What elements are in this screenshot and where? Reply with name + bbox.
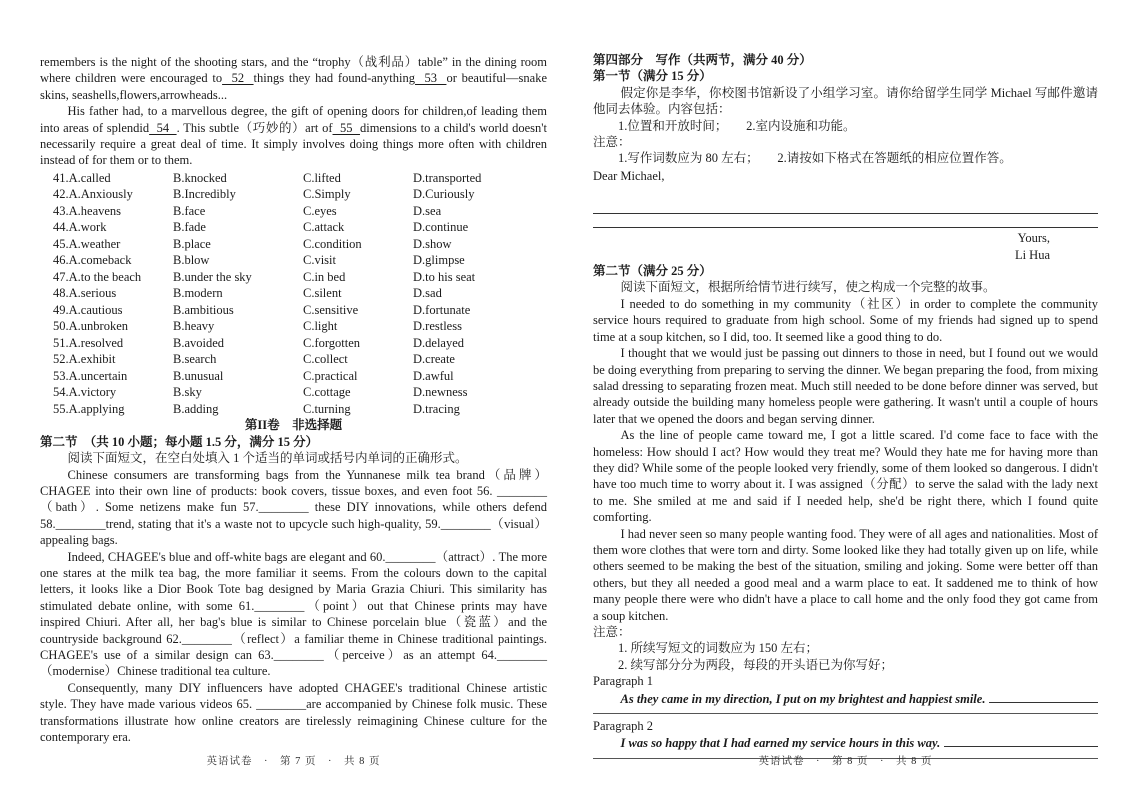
cloze-passage: [40, 467, 547, 746]
option-c: C.in bed: [303, 269, 346, 284]
option-b: B.search: [173, 352, 217, 367]
option-d: D.sea: [413, 203, 442, 218]
note2-item2: 2. 续写部分分为两段，每段的开头语已为你写好；: [618, 657, 894, 672]
option-b: B.sky: [173, 385, 202, 400]
multiple-choice-table: [40, 170, 547, 418]
paragraph2-opening: [593, 734, 1098, 751]
option-a: 52.A.exhibit: [53, 352, 116, 367]
note2-item1: 1. 所续写短文的词数应为 150 左右；: [618, 641, 819, 656]
option-b: B.Incredibly: [173, 187, 236, 202]
option-d: D.transported: [413, 170, 482, 185]
salutation: Dear Michael,: [593, 168, 665, 183]
cloze-passage-paragraph-1: remembers is the night of the shooting stars, and the “trophy（战利品）table” in the dining room where children were encouraged to 52 things they had found-anything 53 or beautiful—snake skins, seashells,flowers,arrowheads...: [40, 55, 547, 102]
option-d: D.restless: [413, 319, 462, 334]
option-b: B.knocked: [173, 170, 227, 185]
closing-name: Li Hua: [1014, 247, 1050, 262]
cloze-paragraph: Indeed, CHAGEE's blue and off-white bags are elegant and 60.________（attract）. The more one stares at the milk tea bag, the more familiar it seems. From the colours down to the capital letters, it looks like a Dior Book Tote bag designed by Maria Grazia Chiuri. This similarity has stimulated debate online, with some 61.________（point）out that Chinese prints may have inspired Chiuri. After all, her bag's blue is similar to Chinese porcelain blue（瓷蓝）and the countryside background 62.________（reflect）a familiar theme in Chinese traditional paintings. CHAGEE's use of a similar design can 63.________（perceive）as an attempt 64.________（modernise）Chinese traditional tea culture.: [40, 549, 547, 679]
part4-heading: 第四部分 写作（共两节，满分 40 分）: [593, 53, 812, 67]
question-row: [53, 318, 547, 335]
option-b: B.unusual: [173, 368, 224, 383]
paragraph1-opening-text: As they came in my direction, I put on my brightest and happiest smile.: [620, 691, 986, 706]
question-row: [53, 335, 547, 352]
question-row: [53, 203, 547, 220]
option-a: 54.A.victory: [53, 385, 117, 400]
option-a: 44.A.work: [53, 220, 107, 235]
option-c: C.eyes: [303, 203, 337, 218]
cloze-instruction: 阅读下面短文，在空白处填入 1 个适当的单词或括号内单词的正确形式。: [67, 451, 468, 466]
story-paragraph: I had never seen so many people wanting food. They were of all ages and nationalities. Most of them wore clothes that were torn and dirty. Some looked like they had totally given up on life, while others seemed to be making the best of the situation, smiling and joking. Some were better off than others, but they all needed a good meal and a warm place to eat. It saddened me to think of how many people there were who didn't have a place to call home and the only food they got came from a soup kitchen.: [593, 526, 1098, 623]
option-a: 51.A.resolved: [53, 335, 124, 350]
story-paragraph: I needed to do something in my community（社区）in order to complete the community service hours required to graduate from high school. Some of my friends had signed up to spend time at a soup kitchen, so I did, too. It seemed like a good thing to do.: [593, 296, 1098, 344]
option-b: B.under the sky: [173, 269, 252, 284]
notes2-label: 注意：: [593, 625, 631, 639]
option-a: 49.A.cautious: [53, 302, 123, 317]
story-passage: [593, 296, 1098, 624]
paragraph1-opening: [593, 690, 1098, 707]
option-b: B.modern: [173, 286, 223, 301]
paragraph2-opening-text: I was so happy that I had earned my service hours in this way.: [620, 736, 941, 751]
option-a: 48.A.serious: [53, 286, 117, 301]
section2-heading: 第二节（满分 25 分）: [593, 264, 712, 279]
option-c: C.attack: [303, 220, 345, 235]
option-d: D.show: [413, 236, 452, 251]
option-c: C.lifted: [303, 170, 341, 185]
option-c: C.visit: [303, 253, 336, 268]
option-d: D.sad: [413, 286, 442, 301]
option-a: 55.A.applying: [53, 401, 125, 416]
option-c: C.turning: [303, 401, 351, 416]
section1-heading: 第一节（满分 15 分）: [593, 69, 712, 84]
option-b: B.blow: [173, 253, 210, 268]
option-c: C.collect: [303, 352, 348, 367]
question-row: [53, 368, 547, 385]
option-c: C.Simply: [303, 187, 351, 202]
option-d: D.glimpse: [413, 253, 465, 268]
option-a: 47.A.to the beach: [53, 269, 142, 284]
question-row: [53, 236, 547, 253]
question-row: [53, 384, 547, 401]
option-c: C.practical: [303, 368, 358, 383]
cloze-blank: 54: [149, 120, 177, 135]
option-a: 43.A.heavens: [53, 203, 122, 218]
option-d: D.newness: [413, 385, 468, 400]
task1-points: 1.位置和开放时间； 2.室内设施和功能。: [618, 118, 856, 133]
option-c: C.condition: [303, 236, 362, 251]
option-a: 50.A.unbroken: [53, 319, 128, 334]
cloze-blank: 55: [332, 120, 360, 135]
cloze-paragraph: Consequently, many DIY influencers have adopted CHAGEE's traditional Chinese artistic style. They have made various videos 65. ________are accompanied by Chinese folk music. These transformations illustrate how online creators are tirelessly reimagining Chinese culture for the contemporary era.: [40, 680, 547, 745]
task1-intro: 假定你是李华，你校图书馆新设了小组学习室。请你给留学生同学 Michael 写邮件邀请他同去体验。内容包括：: [593, 85, 1098, 117]
option-a: 46.A.comeback: [53, 253, 132, 268]
option-b: B.heavy: [173, 319, 215, 334]
story-paragraph: As the line of people came toward me, I got a little scared. I'd come face to face with the homeless: How should I act? How would they treat me? Would they hate me for having more than they did? While some of the people looked very friendly, some of them looked so dangerous. I didn't have too much time to worry about it. I was assigned（分配）to serve the salad with the lady next to me. She smiled at me and said if I needed help, she'd be right there, which I found quite comforting.: [593, 428, 1098, 525]
option-d: D.fortunate: [413, 302, 471, 317]
volume2-header: 第II卷 非选择题: [244, 418, 343, 433]
paragraph2-label: Paragraph 2: [593, 719, 654, 734]
answer-line: [593, 214, 1098, 228]
answer-line: [593, 184, 1098, 214]
page-footer-8: 英语试卷 · 第 8 页 · 共 8 页: [758, 755, 933, 767]
question-row: [53, 269, 547, 286]
option-b: B.ambitious: [173, 302, 234, 317]
question-row: [53, 186, 547, 203]
answer-line: [944, 734, 1098, 747]
option-d: D.awful: [413, 368, 454, 383]
cloze-section-title: 第二节 （共 10 小题；每小题 1.5 分，满分 15 分）: [40, 434, 319, 449]
exam-page-8: [593, 52, 1098, 800]
exam-page-7: [40, 54, 547, 800]
answer-line: [593, 707, 1098, 714]
option-b: B.fade: [173, 220, 206, 235]
option-d: D.Curiously: [413, 187, 475, 202]
paragraph1-label: Paragraph 1: [593, 674, 654, 689]
notes-label: 注意：: [593, 135, 631, 150]
task1-notes: 1.写作词数应为 80 左右； 2.请按如下格式在答题纸的相应位置作答。: [618, 151, 1012, 166]
option-c: C.cottage: [303, 385, 351, 400]
option-d: D.create: [413, 352, 455, 367]
story-paragraph: I thought that we would just be passing out dinners to those in need, but I found out we would be doing everything from preparing to serving the dinner. We began preparing the food, from mixing salad dressing to separating frozen meat. Much still needed to be done before dinner was served, but already outside the building many homeless people were gathering. It wasn't until a couple of hours later that we opened the doors and began serving dinner.: [593, 346, 1098, 426]
task2-intro: 阅读下面短文，根据所给情节进行续写，使之构成一个完整的故事。: [620, 280, 996, 295]
question-row: [53, 252, 547, 269]
question-row: [53, 219, 547, 236]
question-row: [53, 170, 547, 187]
option-a: 42.A.Anxiously: [53, 187, 133, 202]
option-d: D.delayed: [413, 335, 465, 350]
option-b: B.face: [173, 203, 206, 218]
question-row: [53, 351, 547, 368]
page-footer-7: 英语试卷 · 第 7 页 · 共 8 页: [206, 755, 381, 767]
option-b: B.adding: [173, 401, 219, 416]
question-row: [53, 401, 547, 418]
cloze-blank: 53: [414, 71, 447, 86]
letter-closing: [593, 230, 1098, 263]
cloze-paragraph: Chinese consumers are transforming bags from the Yunnanese milk tea brand（品牌） CHAGEE into their own line of products: book covers, tissue boxes, and even foot 56. ________（bath）. Some netizens make fun 57.________ these DIY innovations, while others defend 58.________trend, stating that it's a waste not to upcycle such high-quality, 59.________（visual）appealing bags.: [40, 467, 547, 548]
cloze-passage-paragraph-2: His father had, to a marvellous degree, the gift of opening doors for children,of leading them into areas of splendid 54 . This subtle（巧妙的）art of 55 dimensions to a child's world doesn't necessarily require a great deal of time. It simply involves doing things more often with children instead of for them or to them.: [40, 104, 548, 168]
option-b: B.place: [173, 236, 211, 251]
option-a: 45.A.weather: [53, 236, 121, 251]
question-row: [53, 285, 547, 302]
option-a: 53.A.uncertain: [53, 368, 128, 383]
option-c: C.sensitive: [303, 302, 359, 317]
answer-line: [989, 690, 1098, 703]
option-b: B.avoided: [173, 335, 225, 350]
option-c: C.forgotten: [303, 335, 361, 350]
option-c: C.light: [303, 319, 338, 334]
option-d: D.tracing: [413, 401, 460, 416]
closing-yours: Yours,: [1017, 231, 1050, 246]
option-c: C.silent: [303, 286, 342, 301]
cloze-blank: 52: [222, 71, 254, 86]
question-row: [53, 302, 547, 319]
option-d: D.to his seat: [413, 269, 476, 284]
option-a: 41.A.called: [53, 170, 111, 185]
option-d: D.continue: [413, 220, 469, 235]
